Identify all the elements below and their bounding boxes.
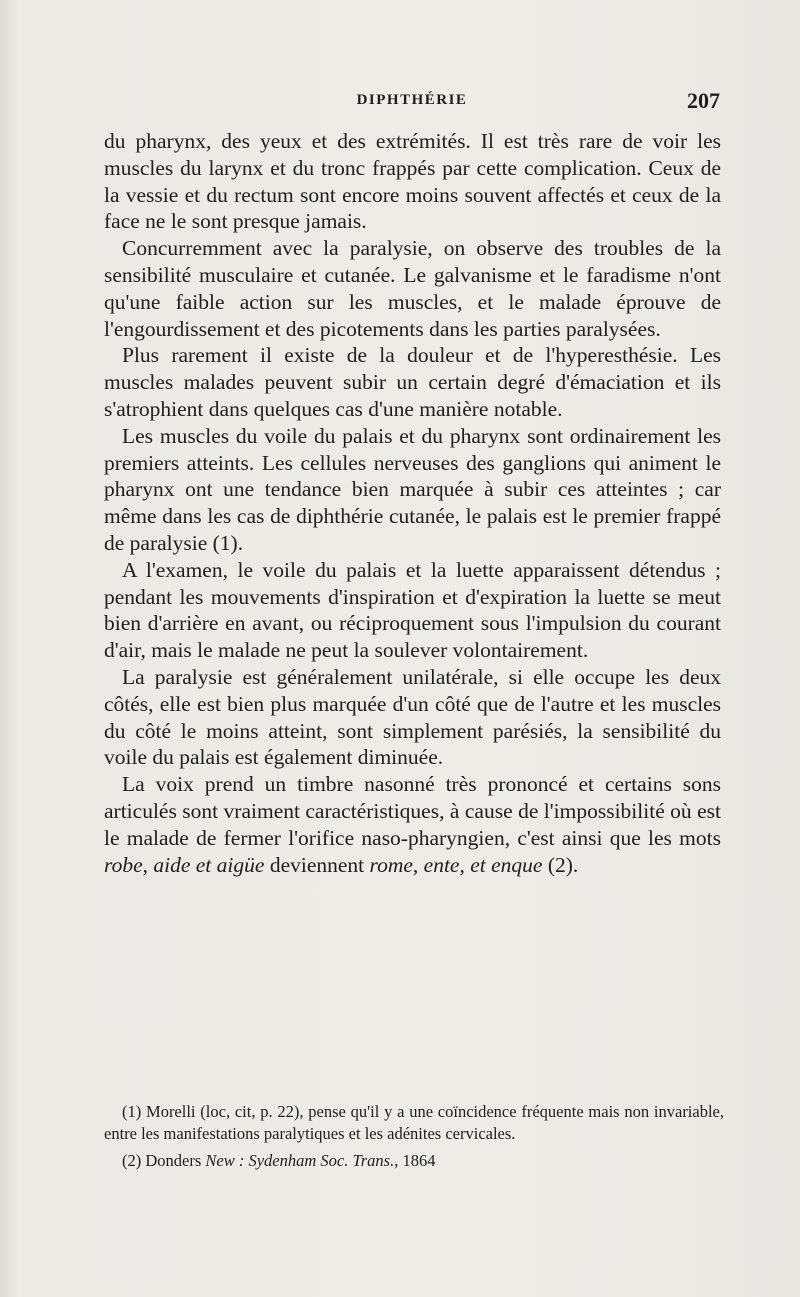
running-title: DIPHTHÉRIE [356, 92, 468, 108]
paragraph: du pharynx, des yeux et des extrémités. Il est très rare de voir les muscles du larynx et du tronc frappés par cette complication. Ceux de la vessie et du rectum sont encore moins souvent affectés et ceux de la face ne le sont presque jamais. [104, 129, 721, 234]
paragraph: La paralysie est généralement unilatérale, si elle occupe les deux côtés, elle est bien plus marquée d'un côté que de l'autre et les muscles du côté le moins atteint, sont simplement parésiés, la sensibilité du voile du palais est également diminuée. [104, 664, 721, 770]
footnote-2 [104, 1150, 724, 1172]
italic-word: aide et aigüe [153, 852, 265, 877]
text-run: (2). [542, 852, 579, 877]
footnote-1: (1) Morelli (loc, cit, p. 22), pense qu'il y a une coïncidence fréquente mais non invariable, entre les manifestations paralytiques et les adénites cervicales. [104, 1102, 724, 1143]
paragraph: Les muscles du voile du palais et du pharynx sont ordinairement les premiers atteints. Les cellules nerveuses des ganglions qui animent le pharynx ont une tendance bien marquée à subir ces atteintes ; car même dans les cas de diphthérie cutanée, le palais est le premier frappé de paralysie (1). [104, 423, 721, 555]
footnotes [104, 1101, 724, 1178]
running-head [104, 88, 720, 114]
paragraph: Plus rarement il existe de la douleur et de l'hyperesthésie. Les muscles malades peuvent subir un certain degré d'émaciation et ils s'atrophient dans quelques cas d'une manière notable. [104, 343, 721, 421]
italic-word: robe [104, 852, 143, 877]
text-run: , 1864 [394, 1151, 436, 1170]
paragraph: A l'examen, le voile du palais et la luette apparaissent détendus ; pendant les mouvements d'inspiration et d'expiration la luette se meut bien d'arrière en avant, ou réciproquement sous l'impulsion du courant d'air, mais le malade ne peut la soulever volontairement. [104, 557, 721, 663]
text-run: , [142, 852, 154, 877]
main-text [104, 128, 721, 878]
text-run: La voix prend un timbre nasonné très prononcé et certains sons articulés sont vraiment caractéristiques, à cause de l'impossibilité où est le malade de fermer l'orifice naso-pharyngien, c'est ainsi que les mots [104, 772, 721, 850]
paragraph: Concurremment avec la paralysie, on observe des troubles de la sensibilité musculaire et cutanée. Le galvanisme et le faradisme n'ont qu'une faible action sur les muscles, et le malade éprouve de l'engourdissement et des picotements dans les parties paralysées. [104, 236, 721, 341]
text-run: (2) Donders [122, 1151, 206, 1170]
paragraph-last [104, 771, 721, 878]
italic-word: rome, ente, et enque [369, 852, 543, 877]
italic-citation: New : Sydenham Soc. Trans. [205, 1151, 395, 1170]
text-run: deviennent [264, 852, 370, 877]
page-number: 207 [687, 88, 720, 113]
